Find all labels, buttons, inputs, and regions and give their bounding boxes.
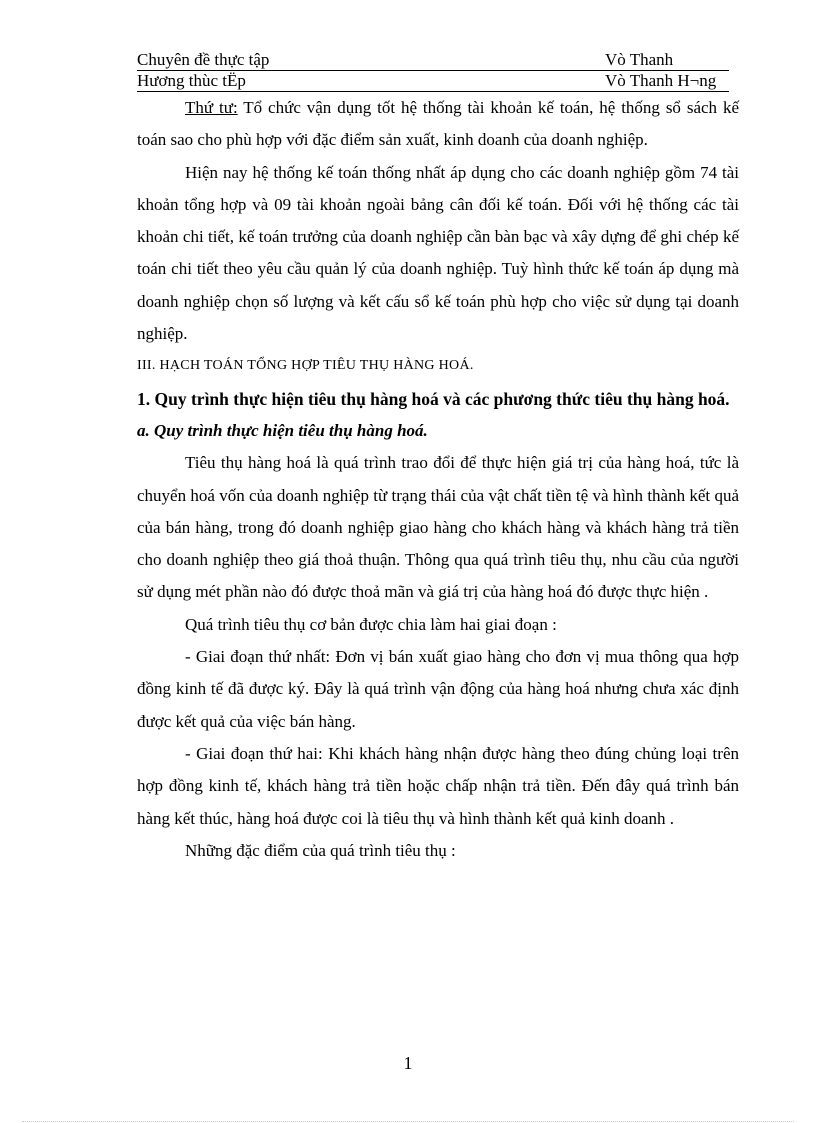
list-item: - Giai đoạn thứ hai: Khi khách hàng nhận được hàng theo đúng chủng loại trên hợp đồng kinh tế, khách hàng trả tiền hoặc chấp nhận trả tiền. Đến đây quá trình bán hàng kết thúc, hàng hoá được coi là tiêu thụ và hình thành kết quả kinh doanh . xyxy=(137,743,739,828)
running-header-line-2 xyxy=(137,71,729,92)
heading-level-1: 1. Quy trình thực hiện tiêu thụ hàng hoá và các phương thức tiêu thụ hàng hoá. xyxy=(137,388,730,409)
paragraph: Tiêu thụ hàng hoá là quá trình trao đổi để thực hiện giá trị của hàng hoá, tức là chuyển hoá vốn của doanh nghiệp từ trạng thái của vật chất tiền tệ và hình thành kết quả của bán hàng, trong đó doanh nghiệp giao hàng cho khách hàng và khách hàng trả tiền cho doanh nghiệp theo giá thoả thuận. Thông qua quá trình tiêu thụ, nhu cầu của người sử dụng mét phần nào đó được thoả mãn và giá trị của hàng hoá đó được thực hiện . xyxy=(137,453,739,602)
paragraph: Những đặc điểm của quá trình tiêu thụ : xyxy=(185,840,456,860)
body-text xyxy=(137,92,739,867)
page-bottom-divider xyxy=(22,1121,794,1122)
paragraph-label: Thứ tư: xyxy=(185,98,238,117)
header-title: Chuyên đề thực tập xyxy=(137,50,270,69)
section-heading: III. HẠCH TOÁN TỔNG HỢP TIÊU THỤ HÀNG HOÁ. xyxy=(137,358,474,374)
page-number: 1 xyxy=(403,1053,413,1073)
list-item: - Giai đoạn thứ nhất: Đơn vị bán xuất giao hàng cho đơn vị mua thông qua hợp đồng kinh tế đã được ký. Đây là quá trình vận động của hàng hoá nhưng chưa xác định được kết quả của việc bán hàng. xyxy=(137,647,739,731)
paragraph-text: Tổ chức vận dụng tốt hệ thống tài khoản kế toán, hệ thống sổ sách kế toán sao cho phù hợp với đặc điểm sản xuất, kinh doanh của doanh nghiệp. xyxy=(137,98,739,150)
paragraph-thu-tu xyxy=(137,92,739,157)
heading-level-2: a. Quy trình thực hiện tiêu thụ hàng hoá. xyxy=(137,420,428,440)
header-subtitle: Hương thùc tËp xyxy=(137,71,246,90)
header-author-garbled: Vò Thanh H¬ng xyxy=(605,71,717,90)
paragraph: Hiện nay hệ thống kế toán thống nhất áp dụng cho các doanh nghiệp gồm 74 tài khoản tổng hợp và 09 tài khoản ngoài bảng cân đối kế toán. Đối với hệ thống các tài khoản chi tiết, kế toán trưởng của doanh nghiệp cần bàn bạc và xây dựng để ghi chép kế toán chi tiết theo yêu cầu quản lý của doanh nghiệp. Tuỳ hình thức kế toán áp dụng mà doanh nghiệp chọn số lượng và kết cấu sổ kế toán phù hợp cho việc sử dụng tại doanh nghiệp. xyxy=(137,162,739,344)
running-header-line-1 xyxy=(137,50,729,71)
header-author: Vò Thanh xyxy=(605,50,674,69)
paragraph: Quá trình tiêu thụ cơ bản được chia làm hai giai đoạn : xyxy=(185,614,557,634)
